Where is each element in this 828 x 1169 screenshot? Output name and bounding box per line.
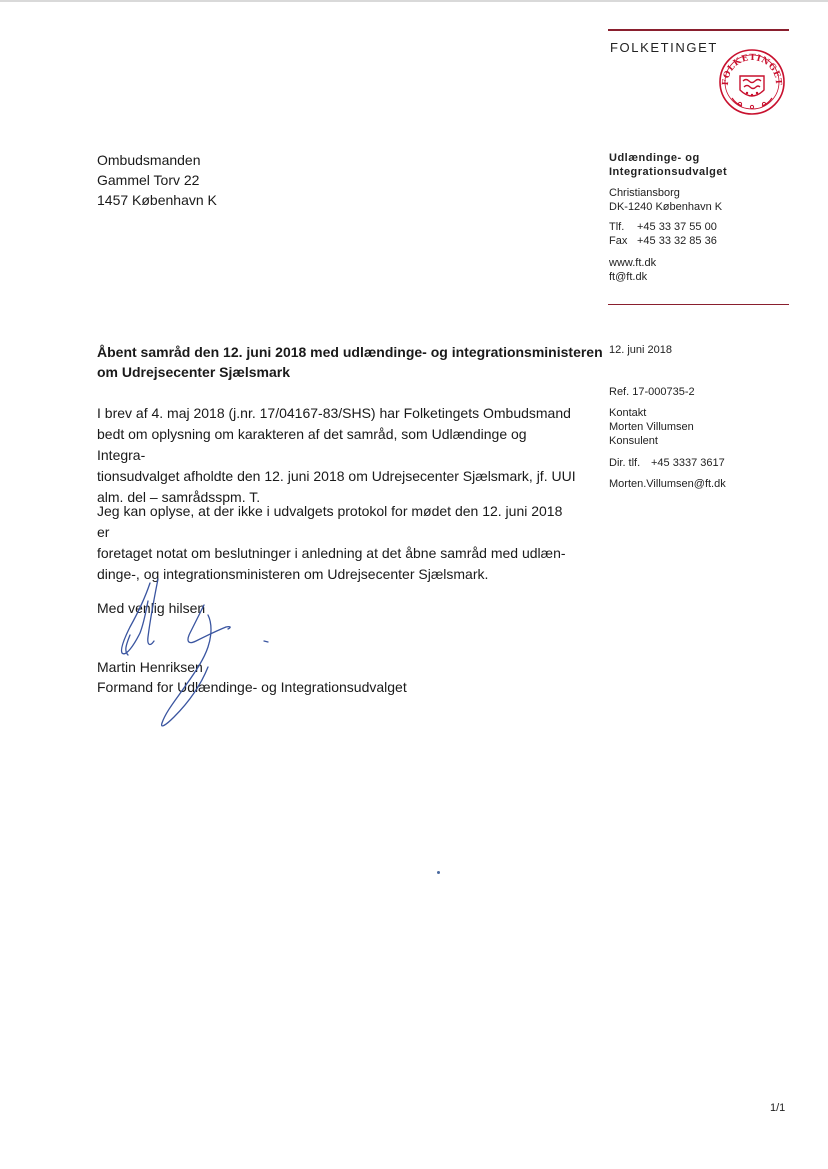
header-rule <box>608 29 789 31</box>
signer-block <box>97 657 407 697</box>
paragraph-1 <box>97 403 577 508</box>
contact-label: Kontakt <box>609 407 647 419</box>
folketinget-seal-icon <box>718 48 786 116</box>
page-number: 1/1 <box>770 1102 786 1114</box>
recipient-city: 1457 København K <box>97 192 217 208</box>
fax-row <box>609 234 717 248</box>
phone-number: +45 33 37 55 00 <box>637 221 717 233</box>
website-link[interactable]: www.ft.dk <box>609 257 657 269</box>
fax-label: Fax <box>609 235 628 247</box>
committee-line-1: Udlændinge- og <box>609 152 700 164</box>
direct-phone-label: Dir. tlf. <box>609 457 641 469</box>
sender-web <box>609 256 656 284</box>
sender-committee <box>609 151 727 179</box>
paragraph-line: Jeg kan oplyse, at der ikke i udvalgets protokol for mødet den 12. juni 2018 er <box>97 503 563 540</box>
sender-address <box>609 186 722 214</box>
signer-title: Formand for Udlændinge- og Integrationsudvalget <box>97 679 407 695</box>
sender-phones <box>609 220 717 248</box>
seal-text: FOLKETINGET <box>720 52 784 86</box>
recipient-street: Gammel Torv 22 <box>97 172 200 188</box>
address-line-2: DK-1240 København K <box>609 201 723 213</box>
phone-label: Tlf. <box>609 221 625 233</box>
direct-phone-number: +45 3337 3617 <box>651 457 725 469</box>
recipient-name: Ombudsmanden <box>97 152 201 168</box>
subject-line-2: om Udrejsecenter Sjælsmark <box>97 364 290 380</box>
paragraph-line: bedt om oplysning om karakteren af det samråd, som Udlændinge og Integra- <box>97 426 527 463</box>
signer-name: Martin Henriksen <box>97 659 203 675</box>
paragraph-line: I brev af 4. maj 2018 (j.nr. 17/04167-83/SHS) har Folketingets Ombudsmand <box>97 405 571 421</box>
contact-title: Konsulent <box>609 435 658 447</box>
reference-number: Ref. 17-000735-2 <box>609 386 695 398</box>
phone-row <box>609 220 717 234</box>
contact-block <box>609 406 694 448</box>
paragraph-line: dinge-, og integrationsministeren om Udrejsecenter Sjælsmark. <box>97 566 489 582</box>
stray-mark <box>437 871 440 874</box>
organization-name: FOLKETINGET <box>610 40 718 55</box>
closing-phrase: Med venlig hilsen <box>97 600 206 616</box>
paragraph-line: tionsudvalget afholdte den 12. juni 2018 om Udrejsecenter Sjælsmark, jf. UUI <box>97 468 576 484</box>
paragraph-line: alm. del – samrådsspm. T. <box>97 489 261 505</box>
committee-line-2: Integrationsudvalget <box>609 166 728 178</box>
fax-number: +45 33 32 85 36 <box>637 235 717 247</box>
address-line-1: Christiansborg <box>609 187 680 199</box>
paragraph-2 <box>97 501 577 585</box>
contact-name: Morten Villumsen <box>609 421 694 433</box>
direct-phone-row <box>609 456 725 470</box>
sender-rule <box>608 304 789 305</box>
recipient-address <box>97 150 217 210</box>
letter-subject <box>97 342 603 382</box>
paragraph-line: foretaget notat om beslutninger i anledning at det åbne samråd med udlæn- <box>97 545 566 561</box>
page-top-edge <box>0 0 828 2</box>
contact-email-link[interactable]: Morten.Villumsen@ft.dk <box>609 478 726 490</box>
letter-date: 12. juni 2018 <box>609 344 672 356</box>
email-link[interactable]: ft@ft.dk <box>609 271 648 283</box>
subject-line-1: Åbent samråd den 12. juni 2018 med udlændinge- og integrationsministeren <box>97 344 603 360</box>
